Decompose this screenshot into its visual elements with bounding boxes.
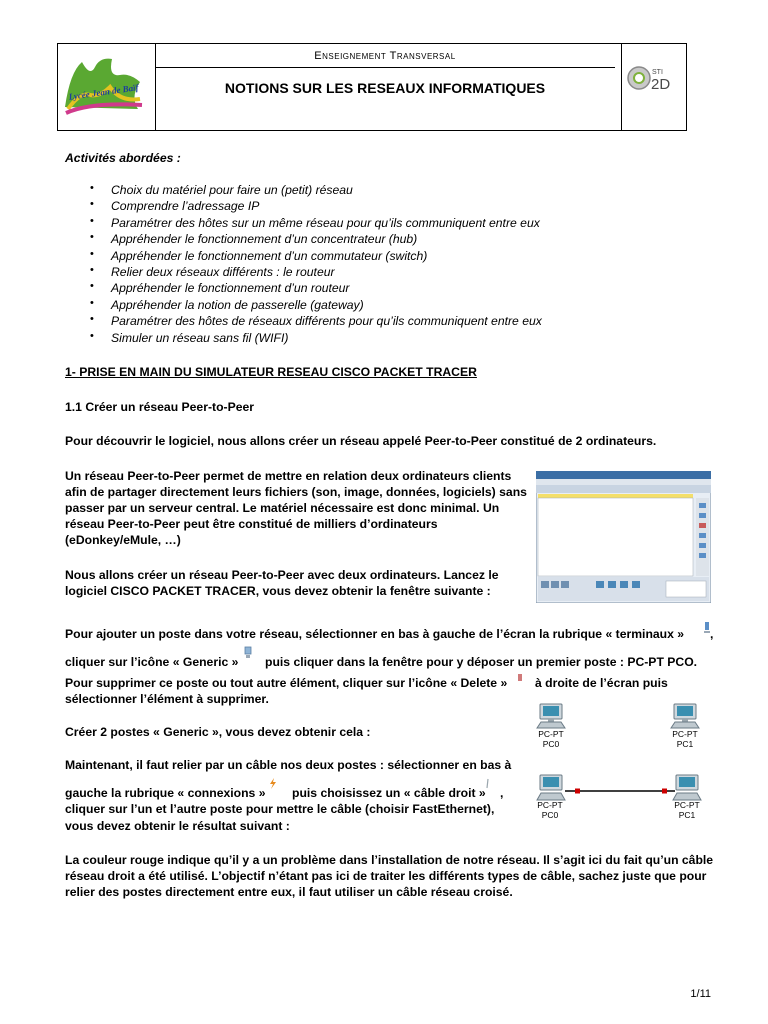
pc1-type: PC-PT — [674, 800, 700, 810]
pc1-icon — [673, 775, 701, 800]
packet-tracer-screenshot — [536, 471, 711, 603]
school-logo — [60, 47, 150, 127]
paragraph-line: puis cliquer dans la fenêtre pour y déposer un premier poste : PC-PT PCO. — [265, 655, 698, 669]
header-subtitle: Enseignement Transversal — [314, 50, 456, 62]
paragraph: Pour découvrir le logiciel, nous allons créer un réseau appelé Peer-to-Peer constitué de 2 ordinateurs. — [65, 434, 657, 448]
activity-item: Appréhender le fonctionnement d’un routeur — [111, 281, 350, 295]
paragraph-line: relier des postes directement entre eux, il faut utiliser un câble réseau croisé. — [65, 885, 513, 899]
generic-pc-icon — [244, 646, 252, 660]
bullet: • — [90, 330, 94, 342]
activity-item: Appréhender la notion de passerelle (gateway) — [111, 298, 364, 312]
badge-sti: STI — [652, 69, 663, 76]
paragraph-line: Pour supprimer ce poste ou tout autre élément, cliquer sur l’icône « Delete » — [65, 676, 508, 690]
paragraph-line: cliquer sur l’un et l’autre poste pour mettre le câble (choisir FastEthernet), — [65, 802, 495, 816]
activity-item: Comprendre l’adressage IP — [111, 199, 260, 213]
bullet: • — [90, 264, 94, 276]
pc1-type: PC-PT — [672, 729, 698, 739]
bullet: • — [90, 182, 94, 194]
activity-item: Appréhender le fonctionnement d’un commutateur (switch) — [111, 249, 428, 263]
activity-item: Paramétrer des hôtes de réseaux différents pour qu’ils communiquent entre eux — [111, 314, 542, 328]
pc0-label: PC0 — [542, 739, 560, 749]
section-title: 1- PRISE EN MAIN DU SIMULATEUR RESEAU CISCO PACKET TRACER — [65, 365, 477, 379]
paragraph-comma: , — [500, 786, 504, 800]
bullet: • — [90, 248, 94, 260]
badge-2d: 2D — [651, 76, 671, 93]
sti2d-badge — [626, 62, 682, 96]
paragraph-line: passer par un serveur central. Le matériel nécessaire est donc minimal. Un — [65, 501, 500, 515]
paragraph-line: afin de partager directement leurs fichiers (son, image, données, logiciels) sans — [65, 485, 527, 499]
bullet: • — [90, 198, 94, 210]
activity-item: Simuler un réseau sans fil (WIFI) — [111, 331, 289, 345]
paragraph-line: Un réseau Peer-to-Peer permet de mettre en relation deux ordinateurs clients — [65, 469, 512, 483]
paragraph-line: Nous allons créer un réseau Peer-to-Peer avec deux ordinateurs. Lancez le — [65, 568, 499, 582]
paragraph-line: cliquer sur l’icône « Generic » — [65, 655, 239, 669]
network-diagram-link — [535, 772, 710, 802]
pc0-type: PC-PT — [538, 729, 564, 739]
fault-marker-left — [575, 789, 580, 794]
activity-item: Paramétrer des hôtes sur un même réseau pour qu’ils communiquent entre eux — [111, 216, 540, 230]
fault-marker-right — [662, 789, 667, 794]
paragraph-line: logiciel CISCO PACKET TRACER, vous devez obtenir la fenêtre suivante : — [65, 584, 491, 598]
connections-icon — [268, 778, 278, 790]
pc0-type: PC-PT — [537, 800, 563, 810]
paragraph-line: puis choisissez un « câble droit » — [292, 786, 486, 800]
paragraph-line: à droite de l’écran puis — [535, 676, 668, 690]
pc0-icon — [537, 775, 565, 800]
activities-heading: Activités abordées : — [65, 151, 181, 165]
delete-icon — [517, 673, 523, 683]
activity-item: Relier deux réseaux différents : le routeur — [111, 265, 335, 279]
paragraph-line: Pour ajouter un poste dans votre réseau, sélectionner en bas à gauche de l’écran la rubrique « terminaux » — [65, 627, 685, 641]
paragraph-line: vous devez obtenir le résultat suivant : — [65, 819, 290, 833]
pc1-label: PC1 — [676, 739, 694, 749]
logo-text: Lycée Jean de Baïf — [68, 82, 140, 102]
paragraph-comma: , — [710, 627, 714, 641]
header-title: NOTIONS SUR LES RESEAUX INFORMATIQUES — [224, 80, 546, 96]
bullet: • — [90, 297, 94, 309]
bullet: • — [90, 215, 94, 227]
activity-item: Choix du matériel pour faire un (petit) réseau — [111, 183, 353, 197]
subsection-title: 1.1 Créer un réseau Peer-to-Peer — [65, 400, 254, 414]
paragraph-line: Maintenant, il faut relier par un câble nos deux postes : sélectionner en bas à — [65, 758, 512, 772]
bullet: • — [90, 313, 94, 325]
pc1-label: PC1 — [678, 810, 696, 820]
paragraph-line: La couleur rouge indique qu’il y a un problème dans l’installation de notre réseau. Il s’agit ici du fait qu’un câble — [65, 853, 714, 867]
page-number: 1/11 — [690, 988, 711, 1000]
pc0-icon — [536, 703, 566, 729]
bullet: • — [90, 280, 94, 292]
paragraph-line: (eDonkey/eMule, …) — [65, 533, 181, 547]
bullet: • — [90, 231, 94, 243]
header-rule — [155, 67, 615, 68]
pc1-icon — [670, 703, 700, 729]
paragraph-line: réseau droit a été utilisé. L’objectif n’étant pas ici de traiter les différents types de câble, sachez juste que pour — [65, 869, 707, 883]
activity-item: Appréhender le fonctionnement d’un concentrateur (hub) — [111, 232, 418, 246]
header-divider-right — [621, 44, 622, 130]
pc0-label: PC0 — [541, 810, 559, 820]
paragraph-line: sélectionner l’élément à supprimer. — [65, 692, 269, 706]
straight-cable-icon — [485, 778, 491, 790]
paragraph-line: gauche la rubrique « connexions » — [65, 786, 266, 800]
paragraph: Créer 2 postes « Generic », vous devez obtenir cela : — [65, 725, 371, 739]
paragraph-line: réseau Peer-to-Peer peut être constitué de milliers d’ordinateurs — [65, 517, 438, 531]
